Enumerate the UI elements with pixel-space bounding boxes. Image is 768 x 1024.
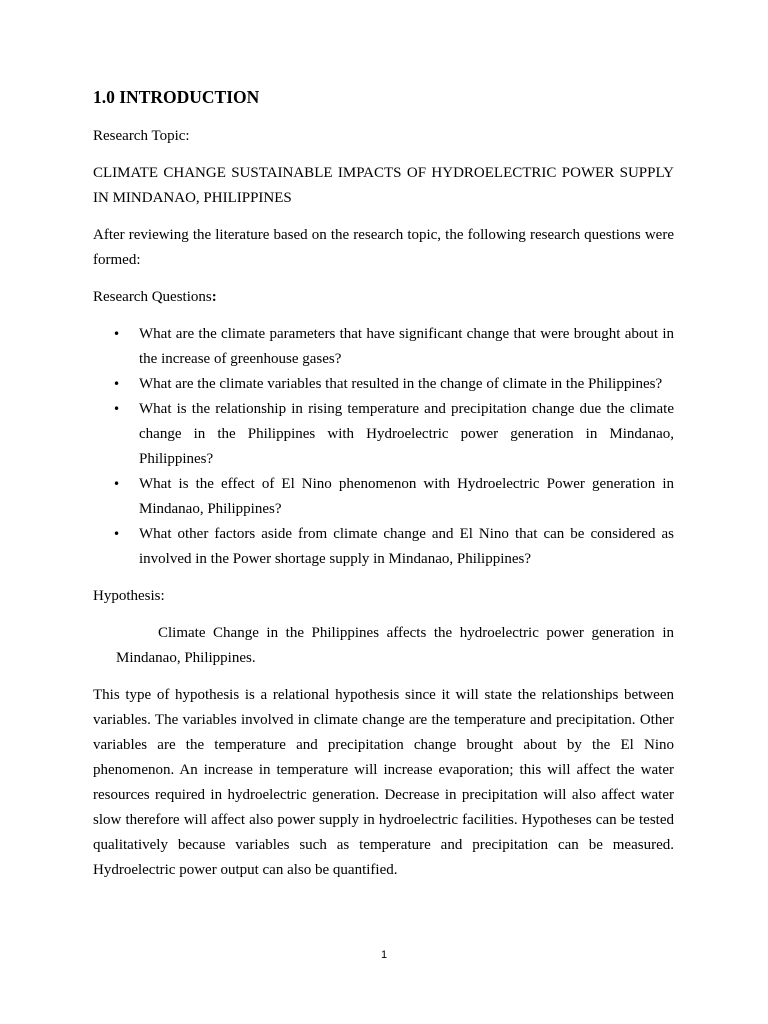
bullet-icon: • <box>113 402 121 416</box>
hypothesis-label: Hypothesis: <box>93 588 165 604</box>
research-topic-title: CLIMATE CHANGE SUSTAINABLE IMPACTS OF HYDROELECTRIC POWER SUPPLY IN MINDANAO, PHILIPPINES <box>93 165 674 206</box>
research-questions-colon: : <box>211 289 217 305</box>
list-item <box>93 522 674 572</box>
page-number: 1 <box>380 949 388 961</box>
bullet-icon: • <box>113 527 121 541</box>
question-text: What is the effect of El Nino phenomenon with Hydroelectric Power generation in Mindanao, Philippines? <box>139 476 674 517</box>
body-paragraph: This type of hypothesis is a relational hypothesis since it will state the relationships between variables. The variables involved in climate change are the temperature and precipitation. Other variables are the temperature and precipitation change brought about by the El Nino phenomenon. An increase in temperature will increase evaporation; this will affect the water resources required in hydroelectric generation. Decrease in precipitation will also affect water slow therefore will affect also power supply in hydroelectric facilities. Hypotheses can be tested qualitatively because variables such as temperature and precipitation can be measured. Hydroelectric power output can also be quantified. <box>93 687 674 878</box>
research-questions-label <box>93 285 674 310</box>
research-questions-label-text: Research Questions <box>93 289 212 305</box>
question-text: What is the relationship in rising temperature and precipitation change due the climate change in the Philippines with Hydroelectric power generation in Mindanao, Philippines? <box>139 401 674 467</box>
research-questions-list <box>93 322 674 572</box>
bullet-icon: • <box>113 327 121 341</box>
bullet-icon: • <box>113 477 121 491</box>
research-topic-label: Research Topic: <box>93 128 190 144</box>
list-item <box>93 472 674 522</box>
intro-paragraph: After reviewing the literature based on the research topic, the following research questions were formed: <box>93 227 674 268</box>
question-text: What other factors aside from climate change and El Nino that can be considered as involved in the Power shortage supply in Mindanao, Philippines? <box>139 526 674 567</box>
section-heading: 1.0 INTRODUCTION <box>93 87 260 107</box>
list-item <box>93 372 674 397</box>
question-text: What are the climate variables that resulted in the change of climate in the Philippines? <box>139 376 663 392</box>
question-text: What are the climate parameters that have significant change that were brought about in the increase of greenhouse gases? <box>139 326 674 367</box>
hypothesis-statement: Climate Change in the Philippines affects the hydroelectric power generation in Mindanao, Philippines. <box>116 625 674 666</box>
page-content <box>93 85 674 883</box>
list-item <box>93 397 674 472</box>
list-item <box>93 322 674 372</box>
bullet-icon: • <box>113 377 121 391</box>
